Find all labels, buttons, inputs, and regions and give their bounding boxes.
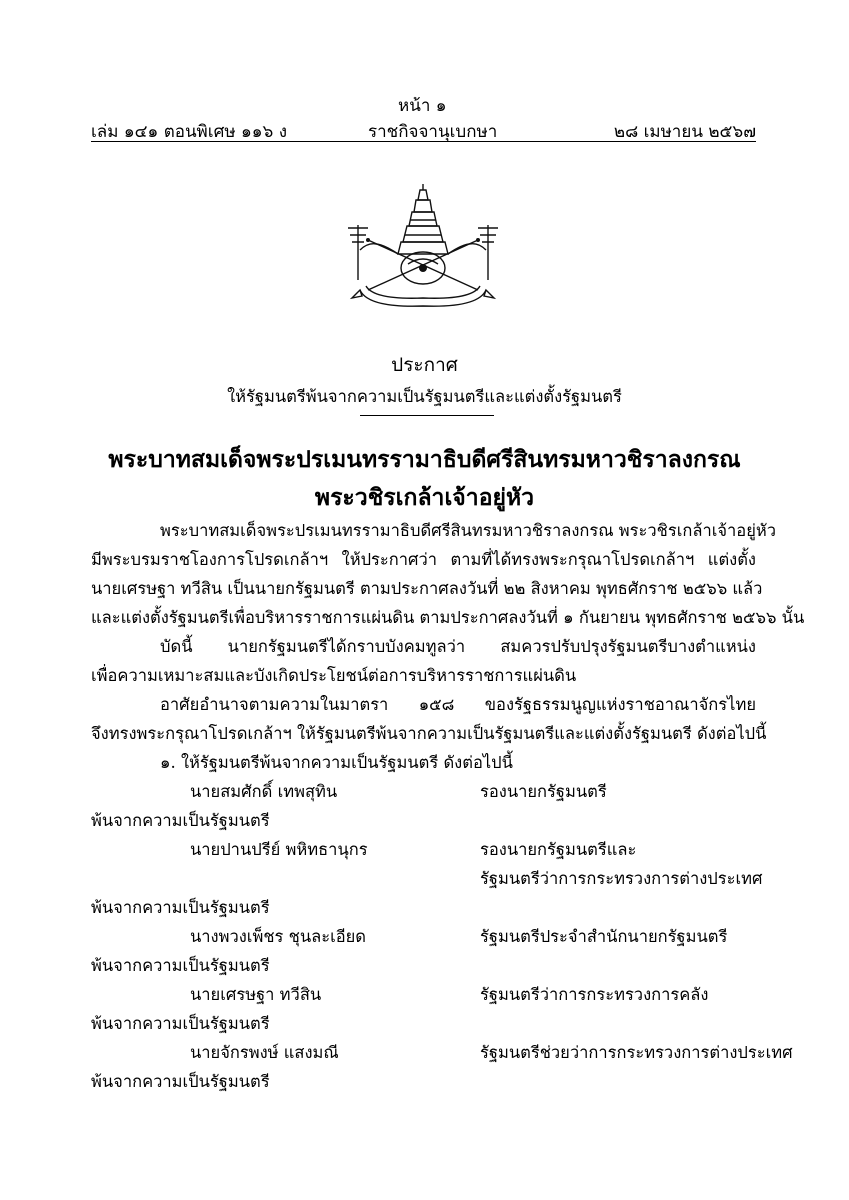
paragraph-3-line-1: อาศัยอำนาจตามความในมาตรา ๑๕๘ ของรัฐธรรมนูญแห่งราชอาณาจักรไทย <box>160 695 756 714</box>
announcement-title: ประกาศ <box>391 354 458 376</box>
paragraph-2-line-2: เพื่อความเหมาะสมและบังเกิดประโยชน์ต่อการบริหารราชการแผ่นดิน <box>91 666 577 685</box>
minister-position: รัฐมนตรีประจำสำนักนายกรัฐมนตรี <box>480 927 728 946</box>
dismissal-result: พ้นจากความเป็นรัฐมนตรี <box>91 1014 270 1033</box>
minister-name: นายจักรพงษ์ แสงมณี <box>190 1043 339 1062</box>
minister-position: รองนายกรัฐมนตรี <box>480 782 607 801</box>
minister-name: นายเศรษฐา ทวีสิน <box>190 985 322 1004</box>
minister-position: รัฐมนตรีว่าการกระทรวงการคลัง <box>480 985 709 1004</box>
dismissal-result: พ้นจากความเป็นรัฐมนตรี <box>91 898 270 917</box>
paragraph-3-line-2: จึงทรงพระกรุณาโปรดเกล้าฯ ให้รัฐมนตรีพ้นจากความเป็นรัฐมนตรีและแต่งตั้งรัฐมนตรี ดังต่อไปนี้ <box>91 724 767 743</box>
royal-seal-emblem <box>338 180 508 315</box>
item-1-heading: ๑. ให้รัฐมนตรีพ้นจากความเป็นรัฐมนตรี ดังต่อไปนี้ <box>160 753 513 772</box>
announcement-subtitle: ให้รัฐมนตรีพ้นจากความเป็นรัฐมนตรีและแต่งตั้งรัฐมนตรี <box>227 387 622 406</box>
minister-position: รัฐมนตรีช่วยว่าการกระทรวงการต่างประเทศ <box>480 1043 793 1062</box>
king-name-line1: พระบาทสมเด็จพระปรเมนทรรามาธิบดีศรีสินทรมหาวชิราลงกรณ <box>108 446 741 473</box>
paragraph-1-line-1: พระบาทสมเด็จพระปรเมนทรรามาธิบดีศรีสินทรมหาวชิราลงกรณ พระวชิรเกล้าเจ้าอยู่หัว <box>160 521 777 540</box>
page-number: หน้า ๑ <box>398 96 447 116</box>
publication-date: ๒๘ เมษายน ๒๕๖๗ <box>613 122 756 142</box>
minister-name: นางพวงเพ็ชร ชุนละเอียด <box>190 927 367 946</box>
minister-name: นายปานปรีย์ พหิทธานุกร <box>190 840 368 859</box>
publication-name: ราชกิจจานุเบกษา <box>368 122 498 142</box>
dismissal-result: พ้นจากความเป็นรัฐมนตรี <box>91 1072 270 1091</box>
title-rule <box>360 415 494 416</box>
king-name-line2: พระวชิรเกล้าเจ้าอยู่หัว <box>314 484 535 511</box>
minister-position: รองนายกรัฐมนตรีและ <box>480 840 637 859</box>
paragraph-1-line-2: มีพระบรมราชโองการโปรดเกล้าฯ ให้ประกาศว่า ตามที่ได้ทรงพระกรุณาโปรดเกล้าฯ แต่งตั้ง <box>91 550 756 569</box>
paragraph-2-line-1: บัดนี้ นายกรัฐมนตรีได้กราบบังคมทูลว่า สมควรปรับปรุงรัฐมนตรีบางตำแหน่ง <box>160 637 756 656</box>
paragraph-1-line-4: และแต่งตั้งรัฐมนตรีเพื่อบริหารราชการแผ่นดิน ตามประกาศลงวันที่ ๑ กันยายน พุทธศักราช ๒๕๖๖ นั้น <box>91 608 805 627</box>
header-rule <box>91 141 756 142</box>
gazette-volume: เล่ม ๑๔๑ ตอนพิเศษ ๑๑๖ ง <box>91 122 288 142</box>
minister-name: นายสมศักดิ์ เทพสุทิน <box>190 782 338 801</box>
dismissal-result: พ้นจากความเป็นรัฐมนตรี <box>91 956 270 975</box>
minister-position-line-2: รัฐมนตรีว่าการกระทรวงการต่างประเทศ <box>480 869 763 888</box>
royal-seal-icon <box>338 180 508 315</box>
dismissal-result: พ้นจากความเป็นรัฐมนตรี <box>91 811 270 830</box>
paragraph-1-line-3: นายเศรษฐา ทวีสิน เป็นนายกรัฐมนตรี ตามประกาศลงวันที่ ๒๒ สิงหาคม พุทธศักราช ๒๕๖๖ แล้ว <box>91 579 763 598</box>
